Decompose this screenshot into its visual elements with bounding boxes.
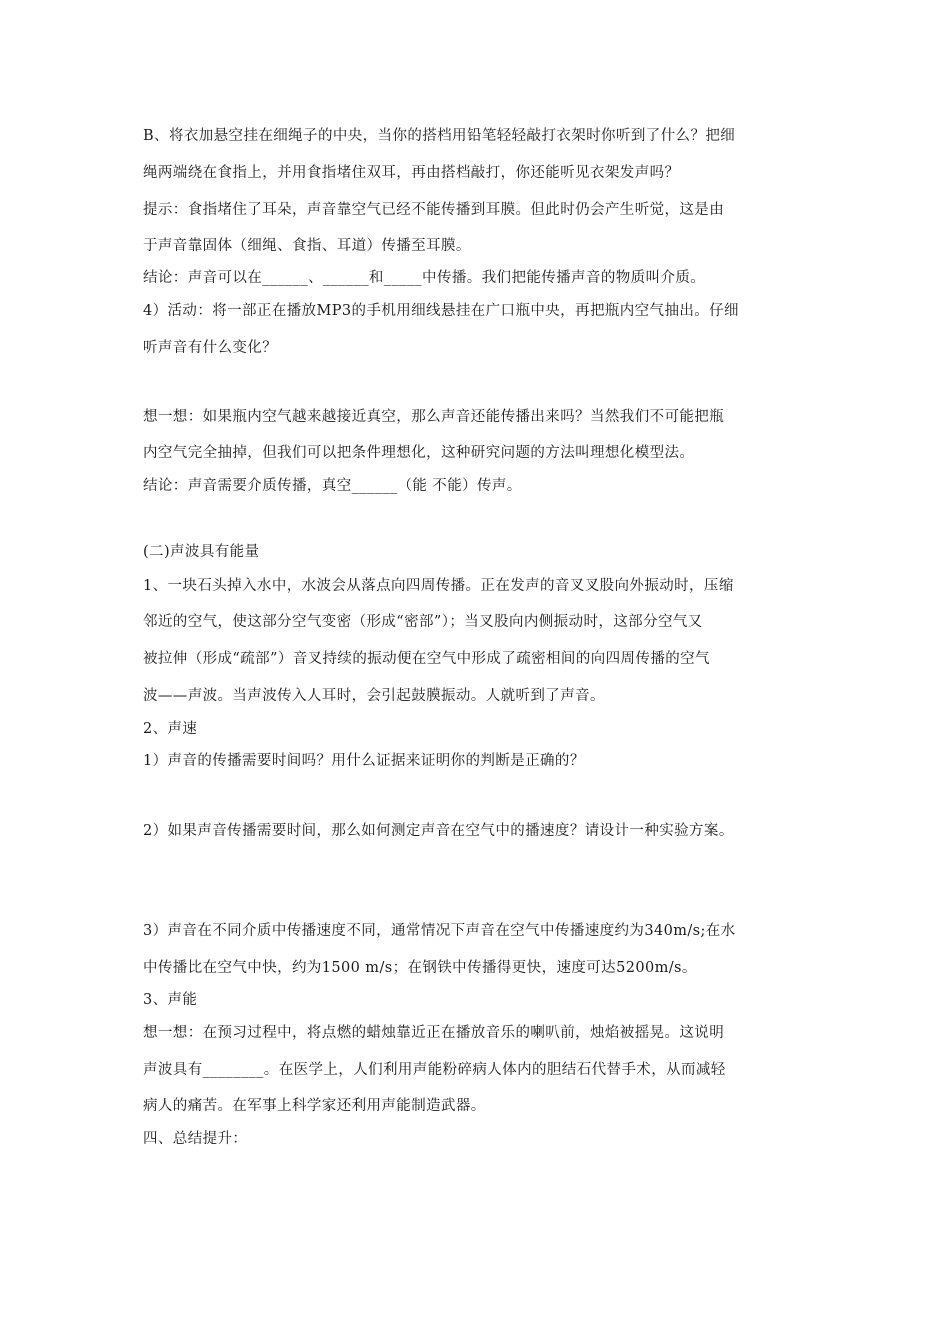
- text-line: 内空气完全抽掉，但我们可以把条件理想化，这种研究问题的方法叫理想化模型法。: [143, 445, 695, 461]
- text-line: 结论：声音需要介质传播，真空______（能 不能）传声。: [143, 478, 522, 494]
- text-line: 声波具有________。在医学上，人们利用声能粉碎病人体内的胆结石代替手术，从而减轻: [143, 1062, 726, 1078]
- text-line: 4）活动：将一部正在播放MP3的手机用细线悬挂在广口瓶中央，再把瓶内空气抽出。仔细: [143, 303, 739, 319]
- text-line: 听声音有什么变化？: [143, 340, 278, 356]
- text-line: 想一想：在预习过程中，将点燃的蜡烛靠近正在播放音乐的喇叭前，烛焰被摇晃。这说明: [143, 1025, 725, 1041]
- text-line: 提示：食指堵住了耳朵，声音靠空气已经不能传播到耳膜。但此时仍会产生听觉，这是由: [143, 202, 725, 218]
- text-line: 想一想：如果瓶内空气越来越接近真空，那么声音还能传播出来吗？当然我们不可能把瓶: [143, 409, 725, 425]
- text-line: 绳两端绕在食指上，并用食指堵住双耳，再由搭档敲打，你还能听见衣架发声吗？: [143, 165, 680, 181]
- text-line: 病人的痛苦。在军事上科学家还利用声能制造武器。: [143, 1098, 486, 1114]
- text-line: 中传播比在空气中快，约为1500 m/s；在钢铁中传播得更快，速度可达5200m/s。: [143, 960, 697, 976]
- subsection-heading: 2、声速: [143, 721, 198, 737]
- text-line: 波——声波。当声波传入人耳时，会引起鼓膜振动。人就听到了声音。: [143, 688, 605, 704]
- text-line: 于声音靠固体（细绳、食指、耳道）传播至耳膜。: [143, 238, 471, 254]
- text-line: 1）声音的传播需要时间吗？用什么证据来证明你的判断是正确的？: [143, 753, 585, 769]
- text-line: 1、一块石头掉入水中，水波会从落点向四周传播。正在发声的音叉叉股向外振动时，压缩: [143, 578, 734, 594]
- text-line: 结论：声音可以在______、______和_____中传播。我们把能传播声音的物质叫介质。: [143, 270, 706, 286]
- text-line: 被拉伸（形成“疏部”）音叉持续的振动便在空气中形成了疏密相间的向四周传播的空气: [143, 651, 710, 667]
- text-line: 2）如果声音传播需要时间，那么如何测定声音在空气中的播速度？请设计一种实验方案。: [143, 823, 734, 839]
- text-line: 3）声音在不同介质中传播速度不同，通常情况下声音在空气中传播速度约为340m/s;在水: [143, 923, 736, 939]
- section-heading: (二)声波具有能量: [143, 544, 260, 560]
- text-line: B、将衣加悬空挂在细绳子的中央，当你的搭档用铅笔轻轻敲打衣架时你听到了什么？把细: [143, 128, 736, 144]
- text-line: 邻近的空气，使这部分空气变密（形成“密部”）；当叉股向内侧振动时，这部分空气又: [143, 614, 703, 630]
- section-heading: 四、总结提升：: [143, 1131, 248, 1147]
- subsection-heading: 3、声能: [143, 992, 198, 1008]
